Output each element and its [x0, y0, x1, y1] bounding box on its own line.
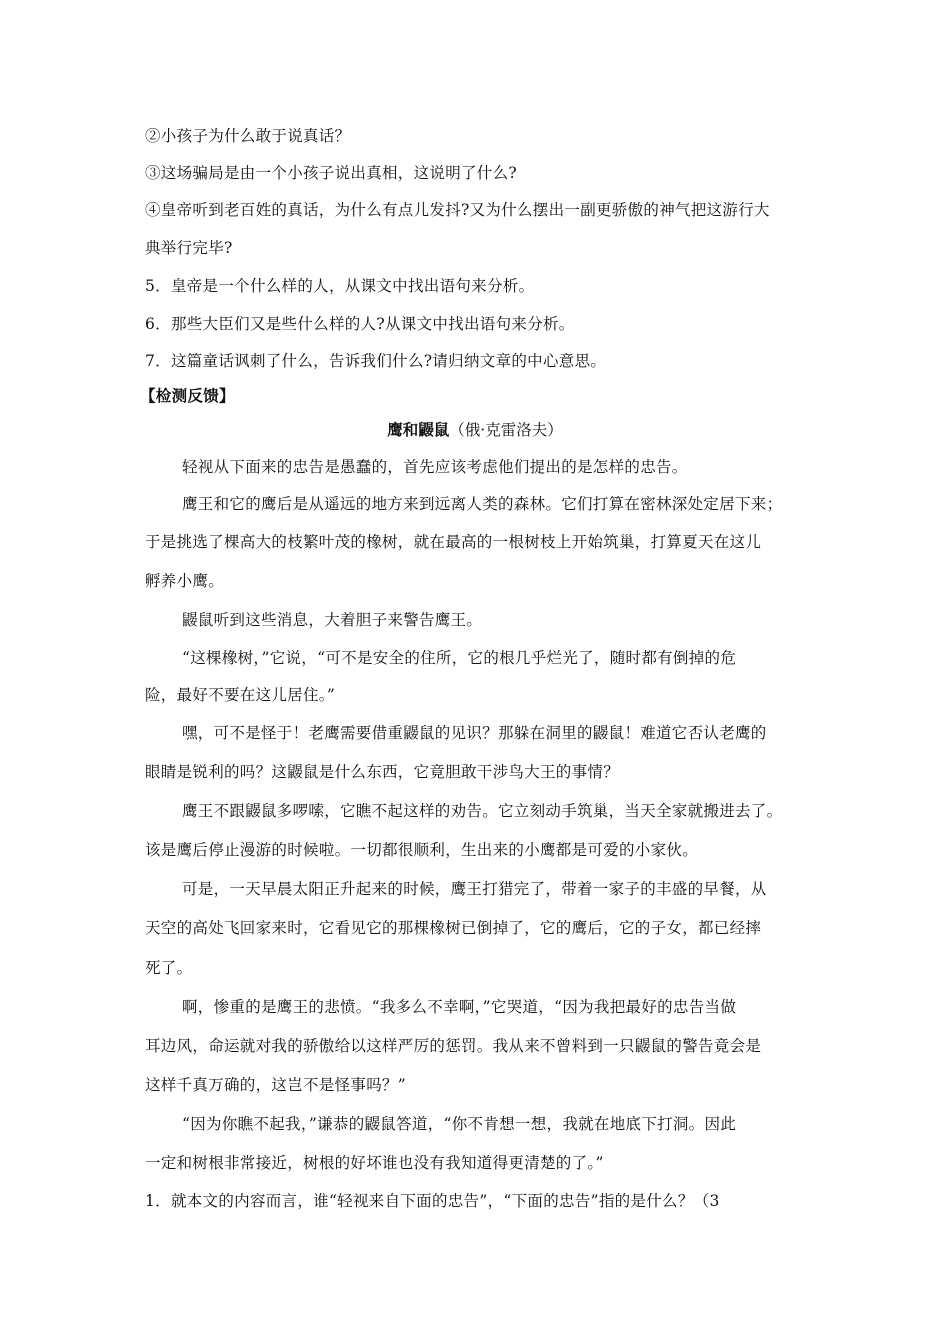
story-line: 眼睛是锐利的吗？这鼹鼠是什么东西，它竟胆敢干涉鸟大王的事情？ [145, 763, 620, 781]
story-line: 轻视从下面来的忠告是愚蠢的，首先应该考虑他们提出的是怎样的忠告。 [182, 458, 688, 476]
question-line-5: 5．皇帝是一个什么样的人，从课文中找出语句来分析。 [145, 277, 535, 295]
story-author: （俄·克雷洛夫） [449, 421, 563, 439]
story-line: 鹰王和它的鹰后是从遥远的地方来到远离人类的森林。它们打算在密林深处定居下来； [182, 495, 783, 513]
story-line: 可是，一天早晨太阳正升起来的时候，鹰王打猎完了，带着一家子的丰盛的早餐，从 [182, 880, 767, 898]
question-line-4: ④皇帝听到老百姓的真话，为什么有点儿发抖?又为什么摆出一副更骄傲的神气把这游行大 [145, 201, 770, 219]
section-heading: 【检测反馈】 [140, 386, 235, 405]
story-line: 于是挑选了棵高大的枝繁叶茂的橡树，就在最高的一根树枝上开始筑巢，打算夏天在这儿 [145, 533, 762, 551]
story-title: 鹰和鼹鼠 [387, 420, 450, 439]
story-line: 嘿，可不是怪于！老鹰需要借重鼹鼠的见识？那躲在洞里的鼹鼠！难道它否认老鹰的 [182, 724, 767, 742]
story-line: “这棵橡树，”它说，“可不是安全的住所，它的根几乎烂光了，随时都有倒掉的危 [182, 649, 737, 667]
story-line: 孵养小鹰。 [145, 572, 225, 590]
story-line: 鼹鼠听到这些消息，大着胆子来警告鹰王。 [182, 611, 483, 629]
question-line-2: ②小孩子为什么敢于说真话？ [145, 127, 351, 145]
story-line: 死了。 [145, 959, 193, 977]
question-bottom-1: 1．就本文的内容而言，谁“轻视来自下面的忠告”，“下面的忠告”指的是什么？（3 [145, 1192, 720, 1210]
story-line: 一定和树根非常接近，树根的好坏谁也没有我知道得更清楚的了。” [145, 1154, 604, 1172]
story-title-line [0, 420, 950, 440]
story-line: 天空的高处飞回家来时，它看见它的那棵橡树已倒掉了，它的鹰后，它的子女，都已经摔 [145, 919, 762, 937]
story-line: 这样千真万确的，这岂不是怪事吗？” [145, 1076, 407, 1094]
story-line: “因为你瞧不起我，”谦恭的鼹鼠答道，“你不肯想一想，我就在地底下打洞。因此 [182, 1115, 737, 1133]
story-line: 鹰王不跟鼹鼠多啰嗦，它瞧不起这样的劝告。它立刻动手筑巢，当天全家就搬进去了。 [182, 802, 783, 820]
question-line-4-cont: 典举行完毕? [145, 239, 233, 257]
question-line-3: ③这场骗局是由一个小孩子说出真相，这说明了什么? [145, 164, 518, 182]
story-line: 耳边风，命运就对我的骄傲给以这样严厉的惩罚。我从来不曾料到一只鼹鼠的警告竟会是 [145, 1037, 762, 1055]
story-line: 啊，惨重的是鹰王的悲愤。“我多么不幸啊，”它哭道，“因为我把最好的忠告当做 [182, 998, 737, 1016]
question-line-6: 6．那些大臣们又是些什么样的人?从课文中找出语句来分析。 [145, 315, 575, 333]
story-line: 该是鹰后停止漫游的时候啦。一切都很顺利，生出来的小鹰都是可爱的小家伙。 [145, 841, 699, 859]
question-line-7: 7．这篇童话讽刺了什么，告诉我们什么?请归纳文章的中心意思。 [145, 352, 607, 370]
story-line: 险，最好不要在这儿居住。” [145, 686, 336, 704]
